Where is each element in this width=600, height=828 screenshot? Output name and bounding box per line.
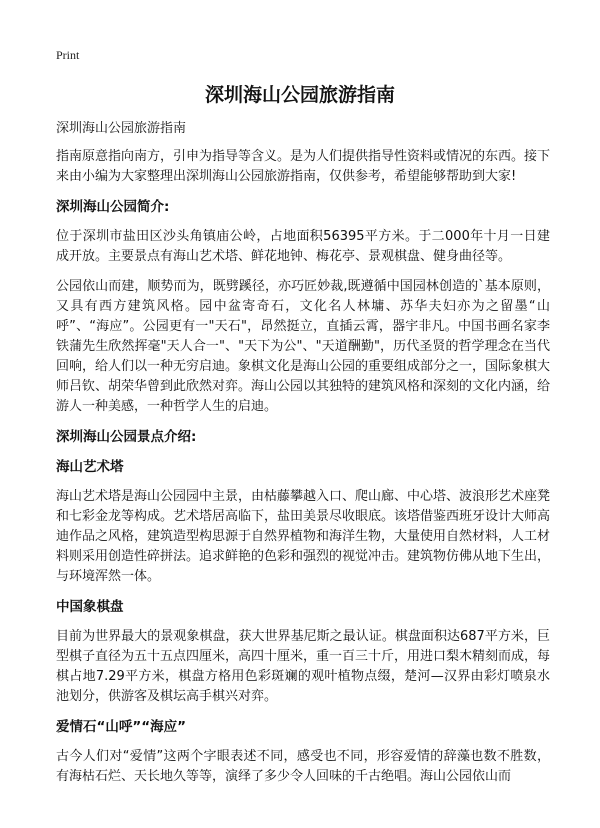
section-heading-attractions: 深圳海山公园景点介绍: — [56, 429, 197, 445]
art-tower-paragraph: 海山艺术塔是海山公园园中主景，由枯藤攀越入口、爬山廊、中心塔、波浪形艺术座凳和七彩金龙等构成。艺术塔居高临下，盐田美景尽收眼底。该塔借鉴西班牙设计大师高迪作品之风格，建筑造型构思源于自然界植物和海洋生物，大量使用自然材料，人工材料则采用创造性碎拼法。追求鲜艳的色彩和强烈的视觉冲击。建筑物仿佛从地下生出，与环境浑然一体。 — [56, 489, 551, 584]
page-title: 深圳海山公园旅游指南 — [204, 84, 395, 106]
section-heading-art-tower: 海山艺术塔 — [56, 459, 124, 475]
chess-board-paragraph: 目前为世界最大的景观象棋盘，获大世界基尼斯之最认证。棋盘面积达687平方米，巨型棋子直径为五十五点四厘米，高四十厘米，重一百三十斤，用进口梨木精刻而成，每棋占地7.29平方米，棋盘方格用色彩斑斓的观叶植物点缀，楚河—汉界由彩灯喷泉水池划分，供游客及棋坛高手棋兴对弈。 — [56, 629, 551, 704]
section-heading-overview: 深圳海山公园简介: — [56, 199, 170, 215]
intro-paragraph: 指南原意指向南方，引申为指导等含义。是为人们提供指导性资料或情况的东西。接下来由小编为大家整理出深圳海山公园旅游指南，仅供参考，希望能够帮助到大家! — [56, 149, 551, 184]
overview-paragraph-1: 位于深圳市盐田区沙头角镇庙公岭，占地面积56395平方米。于二000年十月一日建成开放。主要景点有海山艺术塔、鲜花地钟、梅花亭、景观棋盘、健身曲径等。 — [56, 229, 550, 264]
document-body — [56, 119, 550, 797]
section-heading-love-stone: 爱情石“山呼”“海应” — [56, 719, 186, 735]
overview-paragraph-2: 公园依山而建，顺势而为，既劈蹊径，亦巧匠妙裁,既遵循中国园林创造的`基本原则，又具有西方建筑风格。园中盆寄奇石，文化名人林墉、苏华夫妇亦为之留墨“山呼”、“海应”。公园更有一"天石"，昂然挺立，直插云霄，器宇非凡。中国书画名家李铁蒲先生欣然挥毫"天人合一"、"天下为公"、"天道酬勤"，历代圣贤的哲学理念在当代回响，给人们以一种无穷启迪。象棋文化是海山公园的重要组成部分之一，国际象棋大师吕钦、胡荣华曾到此欣然对弈。海山公园以其独特的建筑风格和深刻的文化内涵，给游人一种美感，一种哲学人生的启迪。 — [56, 279, 551, 414]
document-subtitle: 深圳海山公园旅游指南 — [56, 121, 187, 136]
section-heading-chess-board: 中国象棋盘 — [56, 599, 124, 615]
print-link[interactable]: Print — [56, 48, 80, 62]
love-stone-paragraph: 古今人们对“爱情”这两个字眼表述不同，感受也不同，形容爱情的辞藻也数不胜数，有海枯石烂、天长地久等等，演绎了多少令人回味的千古绝唱。海山公园依山而 — [56, 749, 550, 784]
